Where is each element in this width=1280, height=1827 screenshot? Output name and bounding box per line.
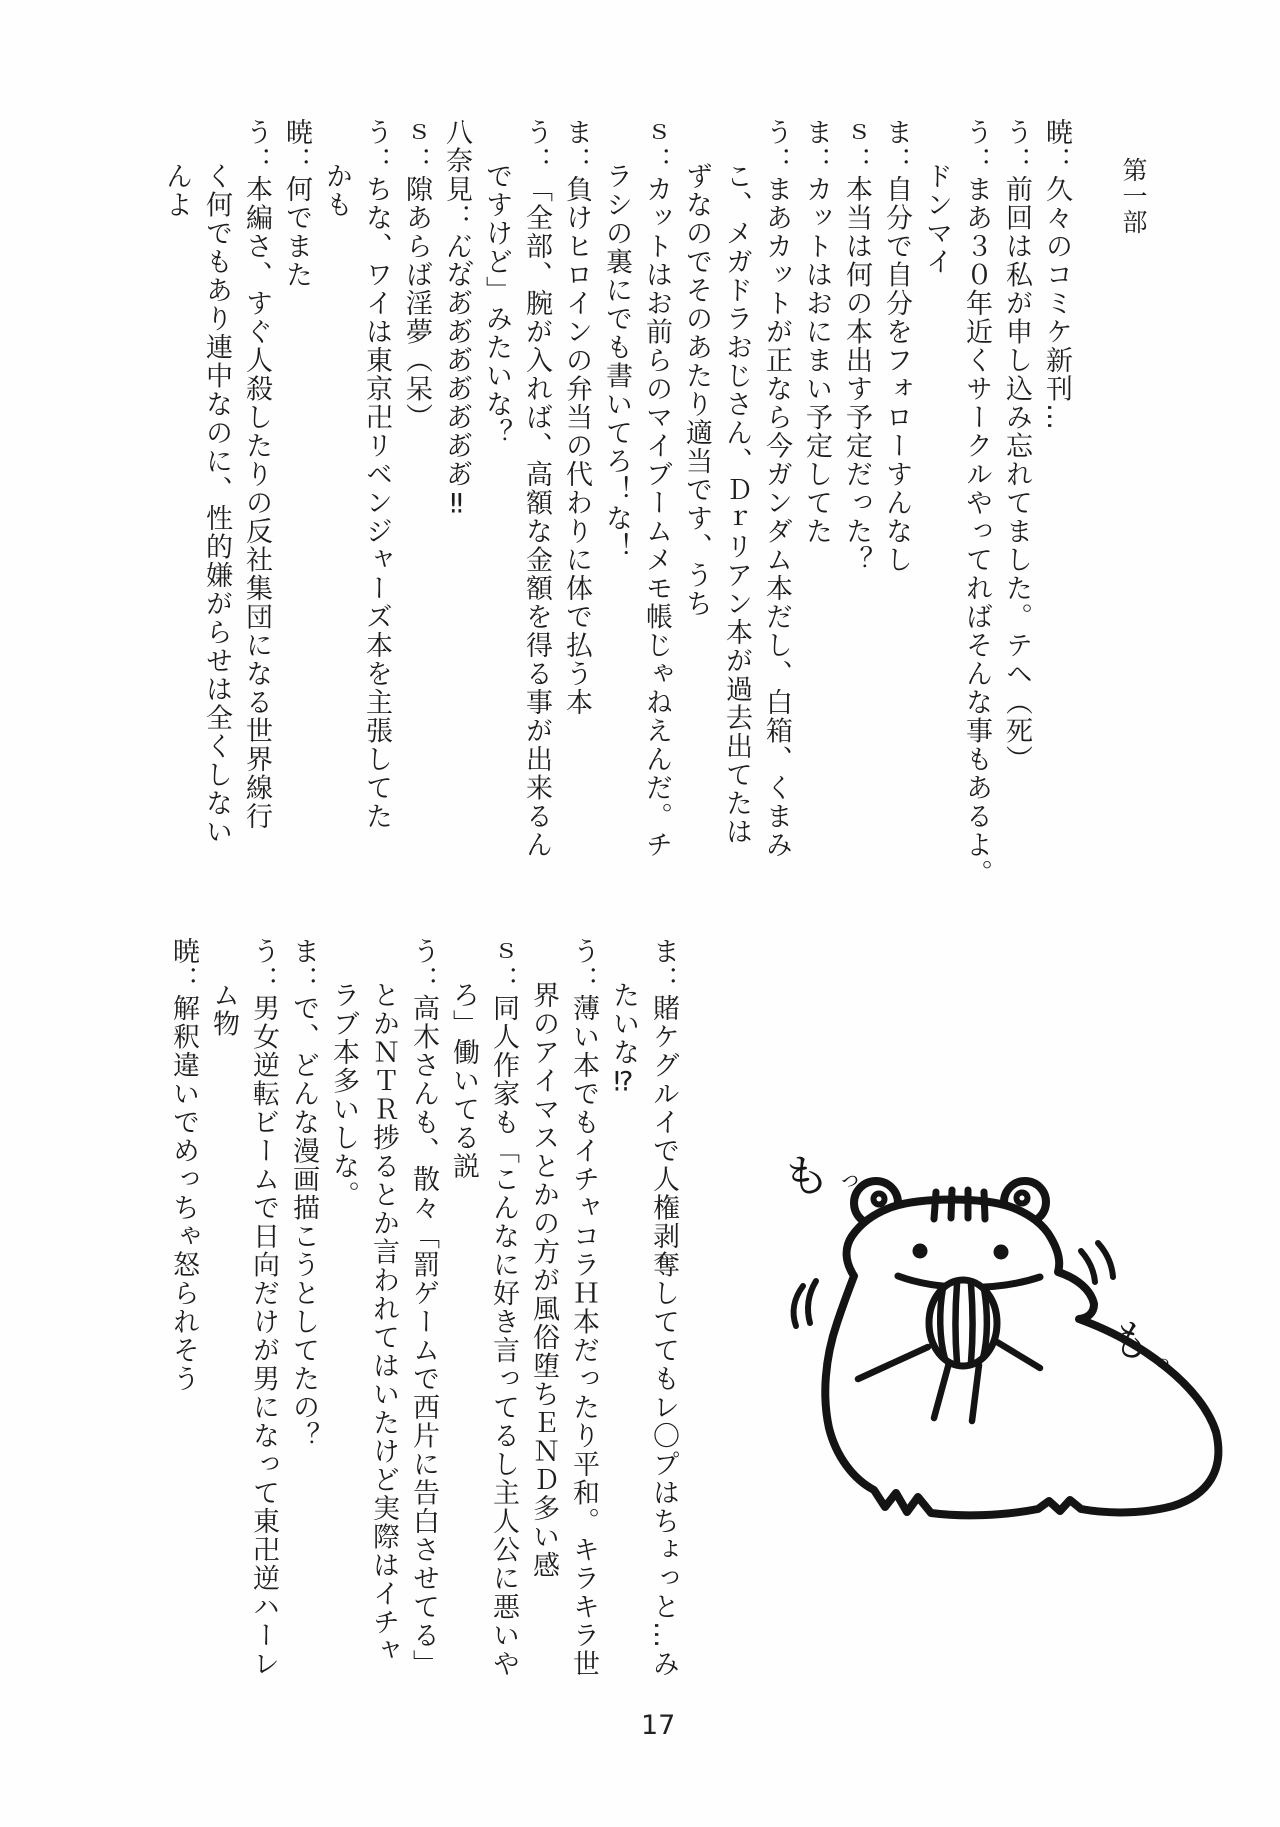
- dialogue-column: う：高木さんも、散々「罰ゲームで西片に告白させてる」: [408, 937, 439, 1678]
- dialogue-column-continuation: ろ」働いてる説: [448, 981, 479, 1181]
- dialogue-column-continuation: とかＮＴＲ捗るとか言われてはいたけど実際はイチャ: [368, 981, 399, 1665]
- page-number: 17: [641, 1710, 676, 1741]
- dialogue-column: う：「全部、腕が入れば、高額な金額を得る事が出来るん: [521, 118, 552, 859]
- dialogue-column: ｓ：本当は何の本出す予定だった？: [841, 118, 872, 574]
- dialogue-column-continuation: く何でもあり連中なのに、性的嫌がらせは全くしない: [201, 162, 232, 846]
- dialogue-column: う：男女逆転ビームで日向だけが男になって東卍逆ハーレ: [248, 937, 279, 1678]
- dialogue-column: ｓ：同人作家も「こんなに好き言ってるし主人公に悪いや: [488, 937, 519, 1678]
- dialogue-column: ま：負けヒロインの弁当の代わりに体で払う本: [561, 118, 592, 717]
- dialogue-column: う：まあ３０年近くサークルやってればそんな事もあるよ。: [961, 118, 992, 888]
- dialogue-column: 八奈見：ん゙な゙あ゙あ゙あ゙あ゙あ゙あ゙あ゙‼: [441, 118, 472, 521]
- dialogue-column-continuation: ドンマイ: [921, 162, 952, 276]
- dialogue-column: ｓ：カットはお前らのマイブームメモ帳じゃねえんだ。チ: [641, 118, 672, 859]
- dialogue-column: う：本編さ、すぐ人殺したりの反社集団になる世界線行: [241, 118, 272, 831]
- dialogue-column: う：ちな、ワイは東京卍リベンジャーズ本を主張してた: [361, 118, 392, 831]
- sound-word-2-big: も: [1104, 1312, 1157, 1370]
- dialogue-column-continuation: ですけど」みたいな？: [481, 162, 512, 447]
- hamster-eye-right: [994, 1245, 1009, 1260]
- dialogue-column: う：まあカットが正なら今ガンダム本だし、白箱、くまみ: [761, 118, 792, 859]
- page-title: 第一部: [1119, 157, 1148, 235]
- dialogue-column: ｓ：隙あらば淫夢（呆）: [401, 118, 432, 432]
- dialogue-section-top: [156, 118, 1076, 888]
- sound-word-1-small: っ: [836, 1164, 864, 1195]
- dialogue-column-continuation: たいな⁉: [608, 981, 639, 1099]
- dialogue-column: う：前回は私が申し込み忘れてました。テヘ（死）: [1001, 118, 1032, 774]
- motion-lines-left: [794, 1281, 816, 1326]
- dialogue-column-continuation: ずなのでそのあたり適当です、うち: [681, 162, 712, 618]
- dialogue-column: ま：で、どんな漫画描こうとしてたの？: [288, 937, 319, 1450]
- dialogue-column: ま：賭ケグルイで人権剥奪しててもレ〇プはちょっと…み: [648, 937, 679, 1678]
- dialogue-column-continuation: 界のアイマスとかの方が風俗堕ちＥＮＤ多い感: [528, 981, 559, 1580]
- hamster-eye-left: [913, 1244, 928, 1259]
- dialogue-column-continuation: ラブ本多いしな。: [328, 981, 359, 1209]
- dialogue-column-continuation: ラシの裏にでも書いてろ！な！: [601, 162, 632, 561]
- dialogue-column: 暁：何でまた: [281, 118, 312, 289]
- sound-word-2-small: っ: [1149, 1346, 1176, 1375]
- dialogue-column: う：薄い本でもイチャコラＨ本だったり平和。キラキラ世: [568, 937, 599, 1678]
- dialogue-column: ま：カットはおにまい予定してた: [801, 118, 832, 546]
- dialogue-section-bottom: [163, 937, 683, 1678]
- dialogue-column-continuation: ム物: [208, 981, 239, 1038]
- dialogue-column-continuation: かも: [321, 162, 352, 219]
- sound-word-1-big: も: [778, 1144, 834, 1207]
- motion-lines-right: [1081, 1243, 1113, 1282]
- dialogue-column-continuation: んよ: [161, 162, 192, 219]
- dialogue-column: 暁：久々のコミケ新刊…: [1041, 118, 1072, 432]
- dialogue-column: ま：自分で自分をフォローすんなし: [881, 118, 912, 574]
- dialogue-column-continuation: こ、メガドラおじさん、Ｄｒリアン本が過去出てたは: [721, 162, 752, 846]
- dialogue-column: 暁：解釈違いでめっちゃ怒られそう: [168, 937, 199, 1393]
- hamster-drawing: [640, 960, 1270, 1520]
